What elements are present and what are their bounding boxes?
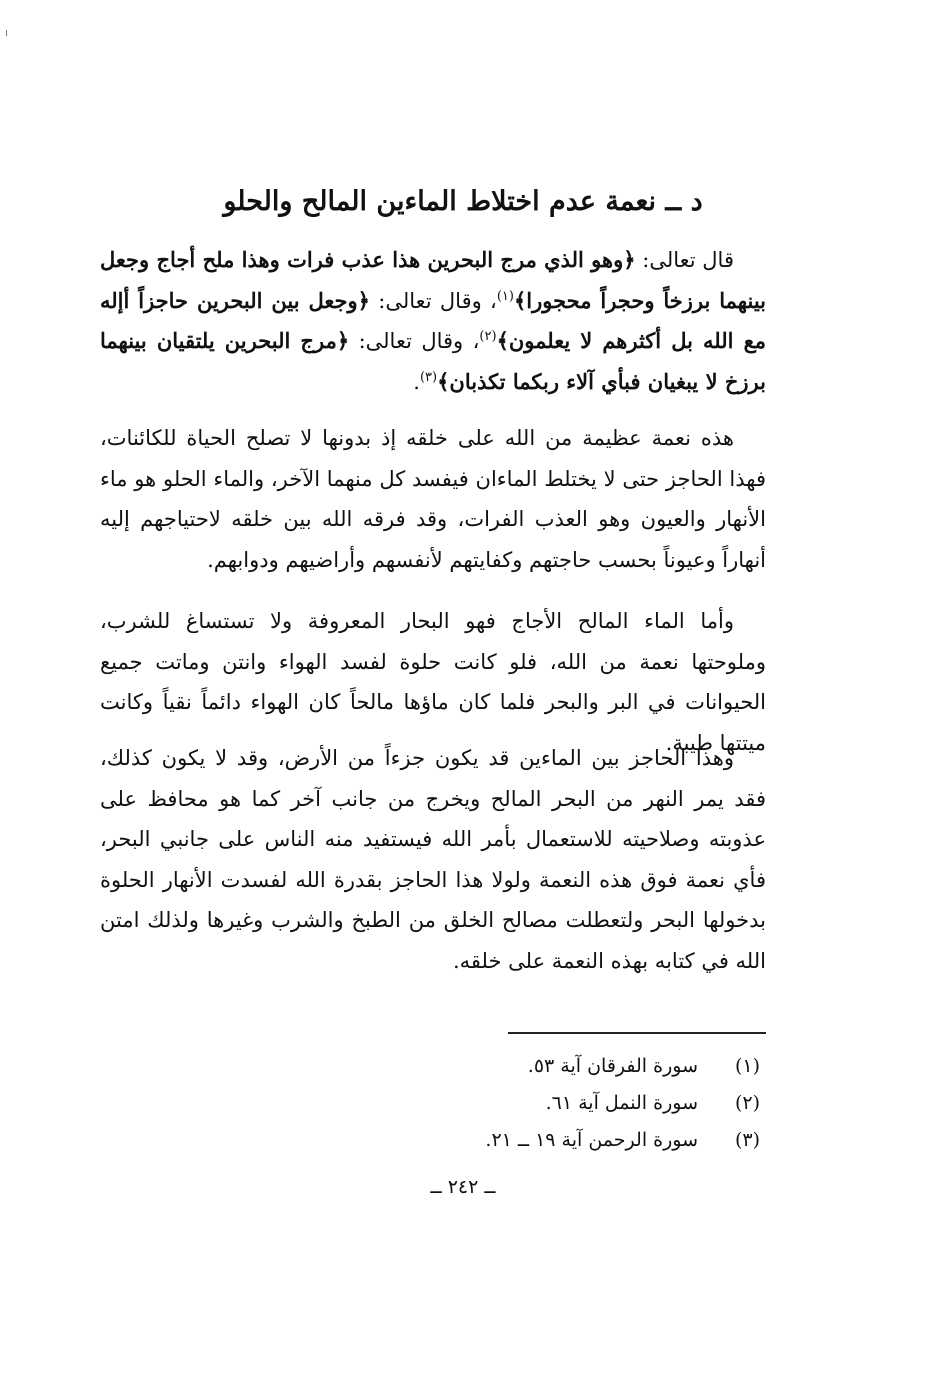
footnote-item (100, 1122, 766, 1159)
footnote-text: سورة الرحمن آية ١٩ ــ ٢١. (485, 1129, 698, 1151)
verse-intro: ، وقال تعالى: (369, 288, 497, 313)
footnote-number: (١) (734, 1055, 760, 1077)
sentence-end: . (413, 369, 420, 394)
paragraph-quran-verses (100, 240, 766, 402)
page-number: ــ ٢٤٢ ــ (430, 1176, 496, 1198)
footnote-marker: (٢) (479, 329, 497, 344)
footnote-marker: (٣) (419, 369, 438, 385)
verse-intro: قال تعالى: (635, 248, 734, 272)
footnotes-list (100, 1048, 766, 1159)
verse-quote: ﴿مرج البحرين يلتقيان بينهما برزخ لا يبغيان فبأي آلاء ربكما تكذبان﴾ (100, 328, 766, 394)
verse-intro: ، وقال تعالى: (349, 329, 480, 353)
footnote-marker: (١) (496, 288, 514, 304)
footnote-number: (٣) (734, 1129, 760, 1151)
paragraph-text: هذه نعمة عظيمة من الله على خلقه إذ بدونها لا تصلح الحياة للكائنات، فهذا الحاجز حتى لا يختلط الماءان فيفسد كل منهما الآخر، والماء الحلو هو ماء الأنهار والعيون وهو العذب الفرات، وقد فرقه الله بين خلقه لاحتياجهم إليه أنهاراً وعيوناً بحسب حاجتهم وكفايتهم لأنفسهم وأراضيهم ودوابهم. (100, 426, 766, 572)
scan-speck (6, 30, 7, 36)
verse-quote: ﴿وجعل بين البحرين حاجزاً أإله مع الله بل أكثرهم لا يعلمون﴾ (100, 287, 766, 353)
footnote-number: (٢) (734, 1092, 760, 1114)
paragraph-text: وهذا الحاجز بين الماءين قد يكون جزءاً من الأرض، وقد لا يكون كذلك، فقد يمر النهر من البحر المالح ويخرج من جانب آخر كما هو محافظ على عذوبته وصلاحيته للاستعمال بأمر الله فيستفيد منه الناس على جانبي البحر، فأي نعمة فوق هذه النعمة ولولا هذا الحاجز بقدرة الله لفسدت الأنهار الحلوة بدخولها البحر ولتعطلت مصالح الخلق من الطبخ والشرب وغيرها ولذلك امتن الله في كتابه بهذه النعمة على خلقه. (100, 746, 766, 973)
body-paragraph (100, 738, 766, 981)
footnote-divider (508, 1032, 766, 1034)
body-paragraph (100, 418, 766, 580)
footnote-text: سورة النمل آية ٦١. (545, 1092, 698, 1114)
paragraph-text: وأما الماء المالح الأجاج فهو البحار المعروفة ولا تستساغ للشرب، وملوحتها نعمة من الله، فلو كانت حلوة لفسد الهواء وانتن وماتت جميع الحيوانات في البر والبحر فلما كان ماؤها مالحاً كان الهواء دائماً نقياً وكانت ميتتها طيبة. (100, 609, 766, 755)
section-heading: د ــ نعمة عدم اختلاط الماءين المالح والحلو (223, 186, 703, 217)
footnote-text: سورة الفرقان آية ٥٣. (527, 1055, 698, 1077)
footnote-item (100, 1048, 766, 1085)
book-page (100, 0, 766, 1391)
footnote-item (100, 1085, 766, 1122)
verse-quote: ﴿وهو الذي مرج البحرين هذا عذب فرات وهذا ملح أجاج وجعل بينهما برزخاً وحجراً محجورا﴾ (100, 247, 766, 313)
